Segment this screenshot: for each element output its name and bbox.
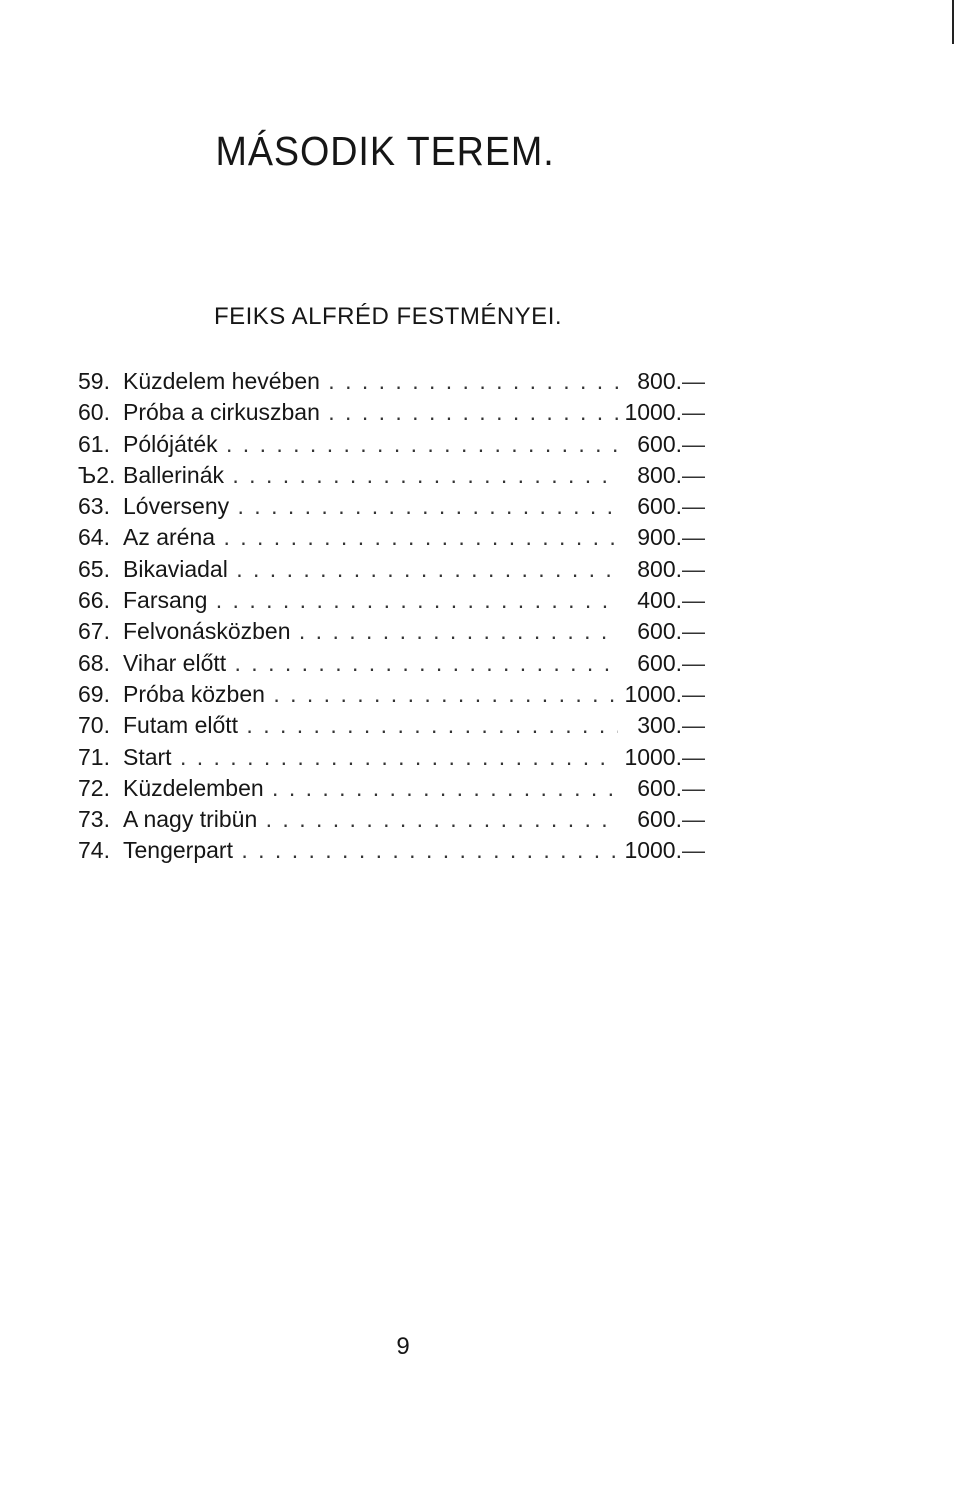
entry-dash: — xyxy=(682,618,705,645)
list-item xyxy=(78,554,728,585)
entry-dash: — xyxy=(682,774,705,801)
entry-price: 600. xyxy=(618,491,682,522)
list-item xyxy=(78,742,728,773)
list-item xyxy=(78,804,728,835)
entry-dash: — xyxy=(682,368,705,394)
entry-dash: — xyxy=(682,743,705,770)
list-item xyxy=(78,773,728,804)
entry-title: Farsang . . . xyxy=(123,585,649,616)
entry-dash: — xyxy=(682,649,705,676)
list-item xyxy=(78,491,728,522)
entry-number: 68. xyxy=(78,649,110,676)
list-item xyxy=(78,648,728,679)
entry-price: 800. xyxy=(618,554,682,585)
entry-title: Próba közben . . . xyxy=(123,679,649,710)
entry-title: Ballerinák . . . xyxy=(123,460,649,491)
list-item xyxy=(78,397,728,428)
entry-price: 600. xyxy=(618,429,682,460)
entry-number: 63. xyxy=(78,493,110,520)
entry-price: 800. xyxy=(618,366,682,397)
entry-number: 70. xyxy=(78,712,110,739)
entry-title: Tengerpart . . . xyxy=(123,835,649,866)
entry-title: Küzdelemben . . . xyxy=(123,773,649,804)
entry-title: A nagy tribün . . . xyxy=(123,804,649,835)
entry-price: 800. xyxy=(618,460,682,491)
entry-title: Küzdelem hevében . . . xyxy=(123,366,649,397)
painting-catalog-list xyxy=(78,366,728,867)
list-item xyxy=(78,710,728,741)
entry-dash: — xyxy=(682,806,705,833)
entry-number: 65. xyxy=(78,555,110,582)
entry-dash: — xyxy=(682,493,705,520)
entry-price: 300. xyxy=(618,710,682,741)
entry-number: 72. xyxy=(78,774,110,801)
entry-number: 64. xyxy=(78,524,110,551)
entry-dash: — xyxy=(682,712,705,739)
entry-title: Próba a cirkuszban . . . xyxy=(123,397,649,428)
entry-dash: — xyxy=(682,587,705,614)
entry-title: Futam előtt . . . xyxy=(123,710,649,741)
entry-dash: — xyxy=(682,680,705,707)
entry-price: 400. xyxy=(618,585,682,616)
entry-dash: — xyxy=(682,461,705,488)
page-title: MÁSODIK TEREM. xyxy=(215,128,555,174)
entry-title: Felvonásközben . . . xyxy=(123,616,649,647)
entry-number: 66. xyxy=(78,587,110,614)
entry-number: 61. xyxy=(78,430,110,457)
entry-price: 600. xyxy=(618,616,682,647)
scan-edge-mark xyxy=(952,0,954,44)
entry-number: 73. xyxy=(78,806,110,833)
list-item xyxy=(78,835,728,866)
list-item xyxy=(78,460,728,491)
entry-number: 60. xyxy=(78,399,110,426)
list-item xyxy=(78,429,728,460)
page-number: 9 xyxy=(396,1333,410,1360)
entry-title: Start . . . xyxy=(123,742,649,773)
list-item xyxy=(78,616,728,647)
entry-title: Vihar előtt . . . xyxy=(123,648,649,679)
list-item xyxy=(78,366,728,397)
entry-title: Az aréna . . . xyxy=(123,522,649,553)
entry-title: Pólójáték . . . xyxy=(123,429,649,460)
entry-price: 600. xyxy=(618,648,682,679)
entry-price: 1000. xyxy=(618,742,682,773)
entry-dash: — xyxy=(682,430,705,457)
list-item xyxy=(78,585,728,616)
entry-price: 600. xyxy=(618,773,682,804)
entry-price: 1000. xyxy=(618,835,682,866)
entry-number: 74. xyxy=(78,837,110,864)
entry-dash: — xyxy=(682,399,705,426)
entry-title: Lóverseny . . . xyxy=(123,491,649,522)
list-item xyxy=(78,522,728,553)
entry-number: 67. xyxy=(78,618,110,645)
entry-dash: — xyxy=(682,837,705,864)
entry-number: Ъ2. xyxy=(78,461,116,488)
entry-dash: — xyxy=(682,524,705,551)
entry-dash: — xyxy=(682,555,705,582)
entry-number: 69. xyxy=(78,680,110,707)
list-item xyxy=(78,679,728,710)
entry-number: 71. xyxy=(78,743,110,770)
entry-price: 900. xyxy=(618,522,682,553)
section-subtitle: FEIKS ALFRÉD FESTMÉNYEI. xyxy=(213,303,563,330)
entry-price: 1000. xyxy=(618,679,682,710)
entry-number: 59. xyxy=(78,368,110,394)
entry-title: Bikaviadal . . . xyxy=(123,554,649,585)
entry-price: 600. xyxy=(618,804,682,835)
entry-price: 1000. xyxy=(618,397,682,428)
